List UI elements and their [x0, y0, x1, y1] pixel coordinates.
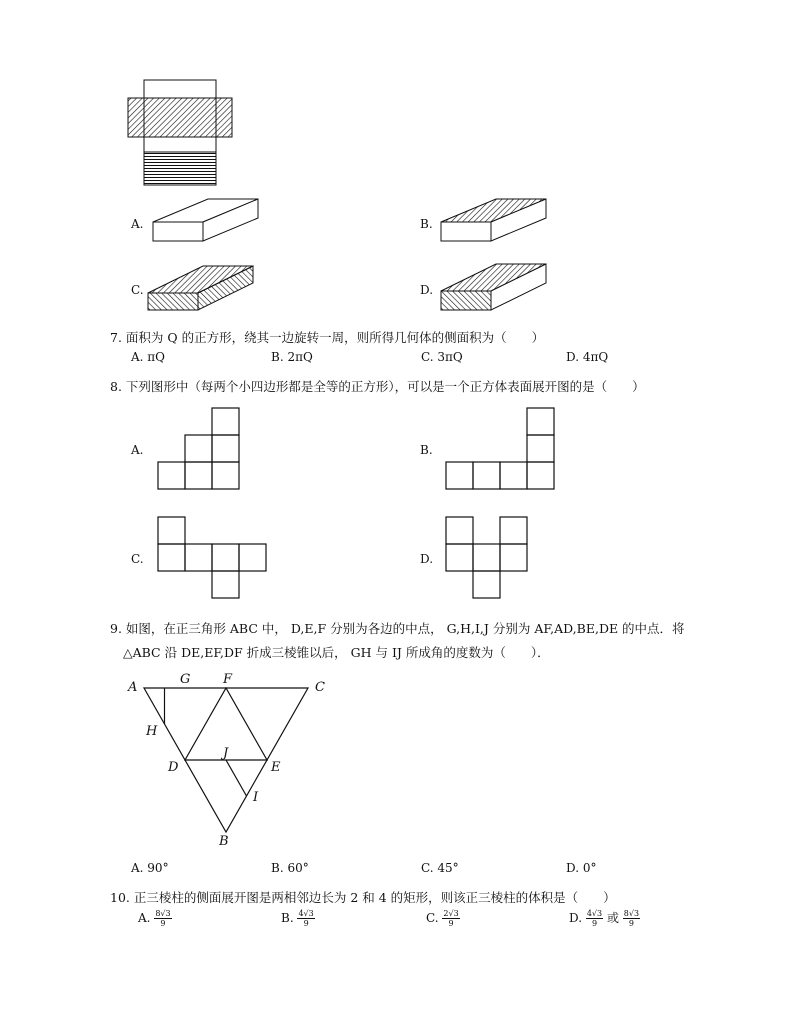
q8-option-b-net[interactable]	[444, 407, 559, 492]
label-I: I	[253, 790, 259, 805]
three-view-figure	[126, 80, 236, 190]
q8-option-c-label: C.	[131, 552, 144, 566]
q9-option-a[interactable]: A. 90°	[131, 861, 169, 875]
q10-option-d-fraction2: $\frac{8√3}{9}$	[623, 909, 640, 928]
q8-option-b-label: B.	[420, 443, 433, 457]
label-E: E	[271, 760, 281, 775]
q7-option-a[interactable]: A. πQ	[131, 350, 166, 364]
label-J: J	[223, 746, 229, 761]
q10-option-a[interactable]	[138, 909, 172, 928]
q8-question: 8. 下列图形中（每两个小四边形都是全等的正方形），可以是一个正方体表面展开图的是（ ）	[110, 379, 645, 394]
q6-option-a-block[interactable]	[150, 195, 265, 245]
q8-option-a-net[interactable]	[156, 407, 246, 492]
q8-option-d-net[interactable]	[444, 515, 534, 600]
q10-option-d[interactable]	[569, 909, 640, 928]
q7-option-c[interactable]: C. 3πQ	[421, 350, 463, 364]
q7-question: 7. 面积为 Q 的正方形，绕其一边旋转一周，则所得几何体的侧面积为（ ）	[110, 330, 545, 345]
q10-question: 10. 正三棱柱的侧面展开图是两相邻边长为 2 和 4 的矩形，则该正三棱柱的体积是（ ）	[110, 890, 616, 905]
q9-option-d[interactable]: D. 0°	[566, 861, 597, 875]
q8-option-d-label: D.	[420, 552, 434, 566]
q6-option-a-label: A.	[131, 217, 144, 231]
q10-option-a-fraction: $\frac{8√3}{9}$	[155, 909, 171, 928]
q6-option-d-block[interactable]	[438, 260, 553, 315]
q10-option-a-label: A.	[138, 911, 151, 925]
label-D: D	[168, 760, 179, 775]
label-G: G	[180, 672, 191, 687]
q9-question-line2: △ABC 沿 DE,EF,DF 折成三棱锥以后， GH 与 IJ 所成角的度数为（ ）．	[123, 645, 550, 660]
label-A: A	[128, 680, 138, 695]
q9-triangle-figure	[124, 672, 344, 852]
label-F: F	[223, 672, 233, 687]
q10-option-b-fraction: $\frac{4√3}{9}$	[298, 909, 314, 928]
q8-option-a-label: A.	[131, 443, 144, 457]
q7-option-d[interactable]: D. 4πQ	[566, 350, 609, 364]
q10-option-d-fraction: $\frac{4√3}{9}$	[586, 909, 603, 928]
q10-option-c-fraction: $\frac{2√3}{9}$	[443, 909, 459, 928]
q6-option-d-label: D.	[420, 283, 434, 297]
label-C: C	[315, 680, 325, 695]
q10-option-c[interactable]	[426, 909, 460, 928]
q6-option-b-label: B.	[420, 217, 433, 231]
q6-option-c-block[interactable]	[145, 260, 260, 315]
q9-option-c[interactable]: C. 45°	[421, 861, 459, 875]
q10-option-b-label: B.	[281, 911, 294, 925]
label-H: H	[146, 724, 158, 739]
q7-option-b[interactable]: B. 2πQ	[271, 350, 313, 364]
q10-option-c-label: C.	[426, 911, 439, 925]
q8-option-c-net[interactable]	[156, 515, 271, 600]
q10-option-d-label: D.	[569, 911, 583, 925]
q6-option-b-block[interactable]	[438, 195, 553, 245]
q9-question-line1: 9. 如图，在正三角形 ABC 中， D,E,F 分别为各边的中点， G,H,I,J 分别为 AF,AD,BE,DE 的中点．将	[110, 621, 685, 636]
q6-option-c-label: C.	[131, 283, 144, 297]
q9-option-b[interactable]: B. 60°	[271, 861, 309, 875]
q10-option-d-or: 或	[606, 911, 619, 925]
q10-option-b[interactable]	[281, 909, 315, 928]
label-B: B	[219, 834, 229, 849]
